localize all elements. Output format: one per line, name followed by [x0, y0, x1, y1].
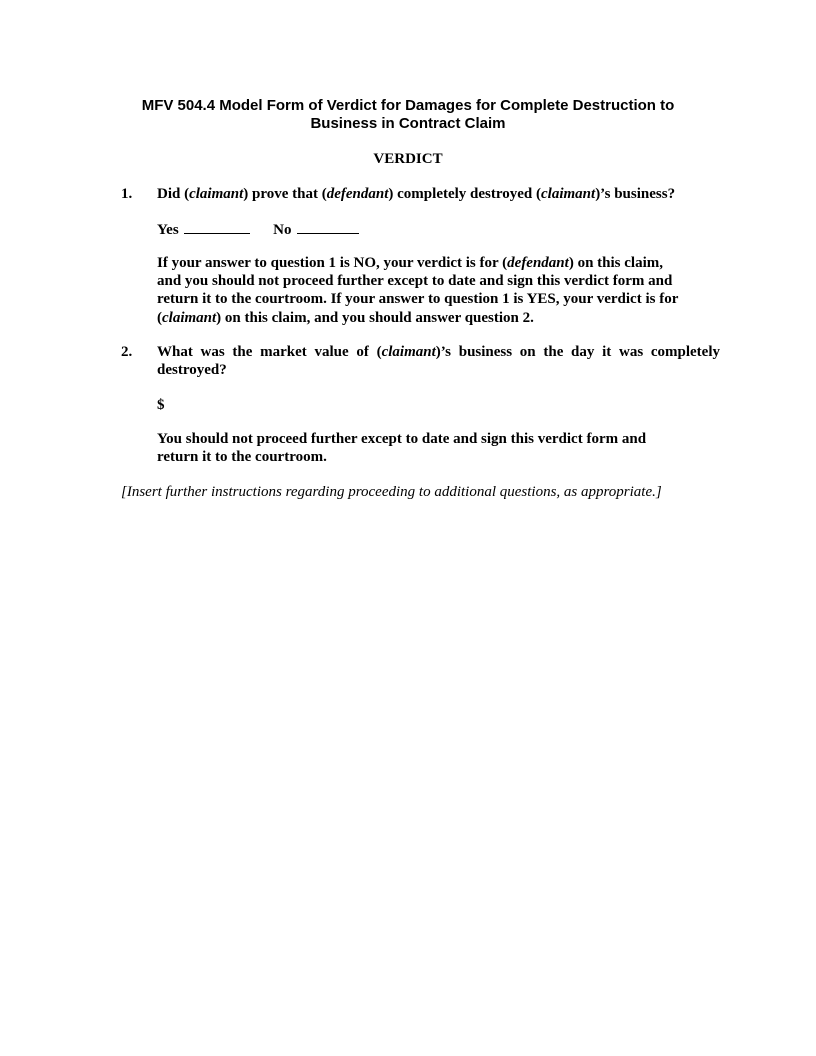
- q1-instruction-line-4a: (: [157, 309, 162, 326]
- question-1-text-part-6: claimant: [541, 186, 596, 202]
- q2-instruction-line-1: You should not proceed further except to date and sign this verdict form and: [157, 431, 647, 447]
- question-1-text-part-7: )’s business?: [595, 186, 676, 202]
- q1-instruction-line-3: return it to the courtroom. If your answer to question 1 is YES, your verdict is for: [157, 291, 679, 308]
- q2-instruction-line-2: return it to the courtroom.: [157, 449, 327, 466]
- question-1-text-part-1: Did (: [157, 186, 190, 202]
- market-value-field[interactable]: [157, 396, 723, 414]
- q1-instruction-line-4c: ) on this claim, and you should answer question 2.: [216, 309, 534, 326]
- question-1-number: 1.: [121, 186, 133, 202]
- question-1-answer-row: [157, 219, 723, 239]
- question-1-text-part-3: ) prove that (: [243, 186, 327, 202]
- verdict-heading: VERDICT: [373, 151, 443, 167]
- question-2-line-1b: claimant: [381, 344, 436, 360]
- question-1-text-part-5: ) completely destroyed (: [388, 186, 542, 202]
- footer-note: [Insert further instructions regarding proceeding to additional questions, as appropriate.]: [121, 484, 662, 500]
- form-title-line-1: MFV 504.4 Model Form of Verdict for Damages for Complete Destruction to: [141, 97, 675, 114]
- yes-answer-blank[interactable]: [184, 219, 250, 234]
- yes-label: Yes: [157, 222, 179, 238]
- question-1-text-part-4: defendant: [326, 186, 389, 202]
- no-label: No: [273, 222, 292, 238]
- form-title: [100, 97, 716, 133]
- q1-instruction-line-1b: defendant: [507, 255, 569, 271]
- currency-symbol: $: [157, 397, 165, 413]
- question-2-instructions: [157, 430, 723, 466]
- question-2-line-2: destroyed?: [157, 362, 227, 379]
- no-answer-blank[interactable]: [297, 219, 359, 234]
- question-2-line-1c: )’s business on the day it was completely: [435, 344, 721, 360]
- q1-instruction-line-2: and you should not proceed further except to date and sign this verdict form and: [157, 273, 673, 290]
- form-title-line-2: Business in Contract Claim: [310, 115, 506, 132]
- question-2-number: 2.: [121, 344, 133, 360]
- q1-instruction-line-1a: If your answer to question 1 is NO, your verdict is for (: [157, 255, 508, 271]
- question-2-line-1a: What was the market value of (: [157, 344, 382, 360]
- question-1-text: [157, 185, 723, 203]
- question-1-text-part-2: claimant: [189, 186, 244, 202]
- question-1-instructions: [157, 254, 717, 327]
- q1-instruction-line-4b: claimant: [162, 309, 217, 326]
- question-2-text: [157, 343, 720, 379]
- q1-instruction-line-1c: ) on this claim,: [568, 255, 663, 271]
